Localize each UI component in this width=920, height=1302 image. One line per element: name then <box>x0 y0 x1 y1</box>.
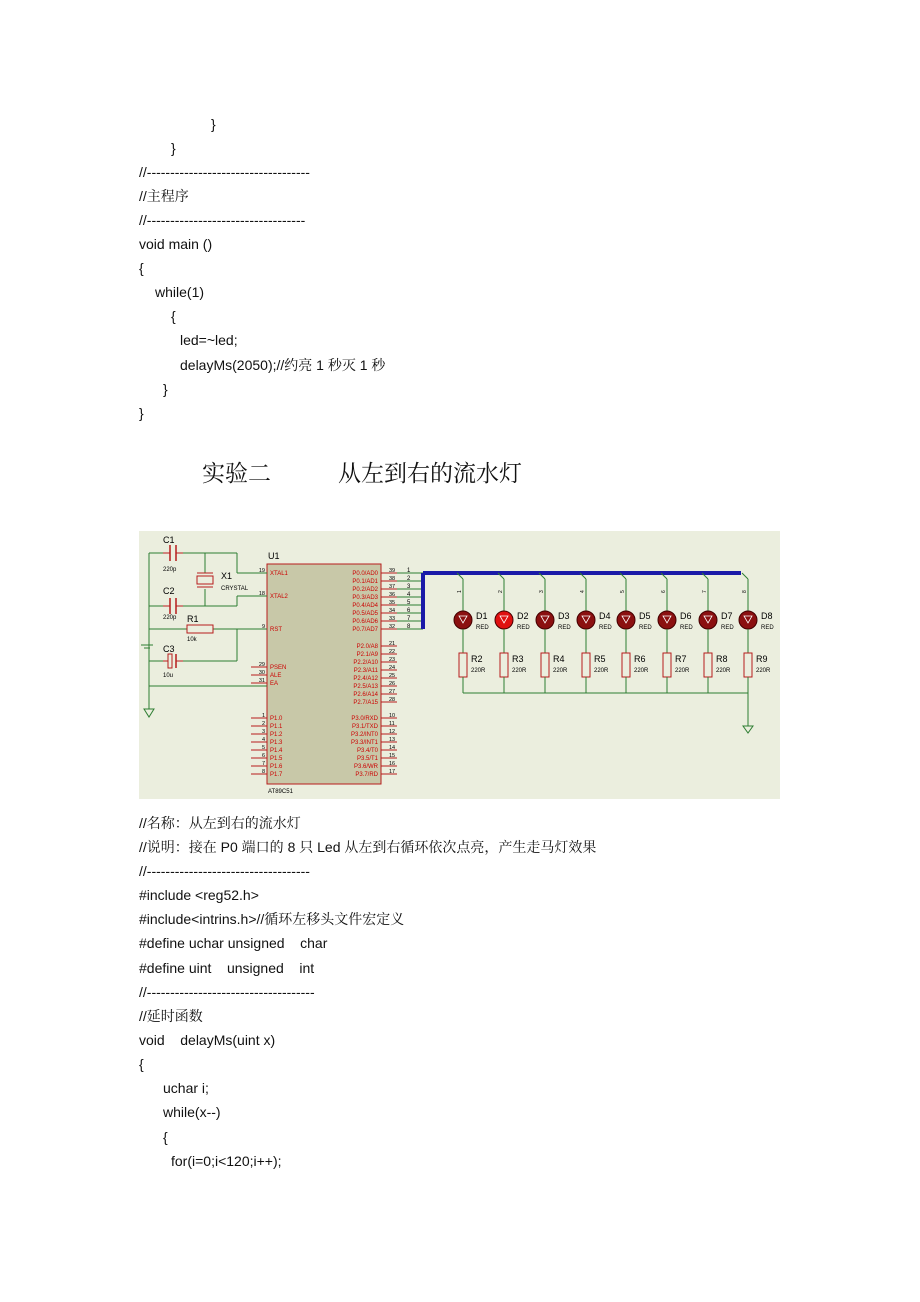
pin-name: P1.1 <box>270 724 283 730</box>
bus-label: 8 <box>407 624 411 630</box>
code-line: #define uint unsigned int <box>139 960 315 976</box>
wire-label: 6 <box>661 590 667 593</box>
pin-number: 27 <box>389 689 396 695</box>
pin-name: P1.7 <box>270 772 283 778</box>
led-type: RED <box>517 625 530 631</box>
pin-name: P0.3/AD3 <box>352 595 378 601</box>
bus-label: 4 <box>407 592 411 598</box>
led-type: RED <box>680 625 693 631</box>
pin-number: 10 <box>389 713 396 719</box>
pin-name: P0.7/AD7 <box>352 627 378 633</box>
pin-number: 31 <box>258 678 265 684</box>
code-line: #define uchar unsigned char <box>139 935 328 951</box>
c1-value: 220p <box>163 567 177 573</box>
resistor-value: 220R <box>553 668 568 674</box>
resistor-label: R2 <box>471 654 483 664</box>
pin-number: 19 <box>258 568 265 574</box>
pin-number: 14 <box>389 745 396 751</box>
code-line: for(i=0;i<120;i++); <box>171 1153 282 1169</box>
code-line: { <box>139 1056 144 1072</box>
pin-name: P1.0 <box>270 716 283 722</box>
code-line: //延时函数 <box>139 1008 203 1024</box>
pin-number: 5 <box>261 745 265 751</box>
pin-name: P0.6/AD6 <box>352 619 378 625</box>
pin-name: P3.7/RD <box>355 772 378 778</box>
c2-label: C2 <box>163 586 175 596</box>
code-line: //主程序 <box>139 188 189 204</box>
pin-name: P3.3/INT1 <box>350 740 378 746</box>
code-line: } <box>211 116 216 132</box>
led-body <box>617 611 635 629</box>
bus-label: 2 <box>407 576 411 582</box>
pin-name: P2.1/A9 <box>356 652 378 658</box>
code-line: uchar i; <box>163 1080 209 1096</box>
code-line: delayMs(2050);//约亮 1 秒灭 1 秒 <box>180 357 386 373</box>
pin-number: 25 <box>389 673 396 679</box>
pin-number: 18 <box>258 591 265 597</box>
pin-number: 35 <box>389 600 396 606</box>
pin-name: P0.5/AD5 <box>352 611 378 617</box>
c3-value: 10u <box>163 673 174 679</box>
pin-number: 32 <box>389 624 396 630</box>
pin-number: 37 <box>389 584 396 590</box>
pin-number: 28 <box>389 697 396 703</box>
pin-name: P3.6/WR <box>353 764 378 770</box>
code-line: //名称：从左到右的流水灯 <box>139 815 301 831</box>
code-line: } <box>163 381 168 397</box>
wire-label: 5 <box>620 590 626 593</box>
led-body <box>536 611 554 629</box>
wire-label: 4 <box>580 590 586 593</box>
pin-number: 38 <box>389 576 396 582</box>
led-body <box>739 611 757 629</box>
pin-number: 6 <box>261 753 265 759</box>
pin-name: P3.5/T1 <box>356 756 378 762</box>
resistor-label: R3 <box>512 654 524 664</box>
led-type: RED <box>761 625 774 631</box>
code-line: } <box>171 140 176 156</box>
pin-name: XTAL1 <box>270 571 288 577</box>
code-line: //------------------------------------ <box>139 984 315 1000</box>
wire-label: 3 <box>539 590 545 593</box>
pin-number: 22 <box>389 649 396 655</box>
pin-number: 26 <box>389 681 396 687</box>
circuit-schematic <box>139 531 780 799</box>
c3-label: C3 <box>163 644 175 654</box>
pin-name: ALE <box>270 673 282 679</box>
led-type: RED <box>599 625 612 631</box>
pin-number: 13 <box>389 737 396 743</box>
pin-name: P2.0/A8 <box>356 644 378 650</box>
code-line: { <box>171 308 176 324</box>
pin-name: XTAL2 <box>270 594 288 600</box>
resistor-value: 220R <box>675 668 690 674</box>
resistor-label: R6 <box>634 654 646 664</box>
resistor-label: R5 <box>594 654 606 664</box>
pin-number: 23 <box>389 657 396 663</box>
resistor-label: R4 <box>553 654 565 664</box>
pin-name: EA <box>270 681 279 687</box>
pin-number: 16 <box>389 761 396 767</box>
led-label: D2 <box>517 611 529 621</box>
bus-label: 7 <box>407 616 411 622</box>
resistor-value: 220R <box>756 668 771 674</box>
led-label: D1 <box>476 611 488 621</box>
pin-number: 11 <box>389 721 395 727</box>
pin-name: PSEN <box>270 665 287 671</box>
led-body <box>495 611 513 629</box>
pin-number: 21 <box>389 641 396 647</box>
wire-label: 8 <box>742 590 748 593</box>
pin-number: 12 <box>389 729 396 735</box>
led-type: RED <box>476 625 489 631</box>
resistor-value: 220R <box>716 668 731 674</box>
pin-number: 7 <box>261 761 265 767</box>
pin-name: P2.6/A14 <box>353 692 378 698</box>
pin-name: P3.2/INT0 <box>350 732 378 738</box>
code-line: //---------------------------------- <box>139 212 306 228</box>
resistor-value: 220R <box>471 668 486 674</box>
resistor-label: R9 <box>756 654 768 664</box>
pin-name: P1.5 <box>270 756 283 762</box>
pin-name: P2.7/A15 <box>353 700 378 706</box>
pin-number: 9 <box>261 624 265 630</box>
led-label: D5 <box>639 611 651 621</box>
led-type: RED <box>558 625 571 631</box>
led-label: D4 <box>599 611 611 621</box>
code-line: led=~led; <box>180 332 238 348</box>
wire-label: 1 <box>457 590 463 593</box>
resistor-label: R7 <box>675 654 687 664</box>
led-body <box>454 611 472 629</box>
c2-value: 220p <box>163 615 177 621</box>
code-line: void main () <box>139 236 213 252</box>
led-label: D6 <box>680 611 692 621</box>
pin-number: 1 <box>261 713 265 719</box>
pin-number: 24 <box>389 665 396 671</box>
pin-name: P1.6 <box>270 764 283 770</box>
pin-name: P2.5/A13 <box>353 684 378 690</box>
pin-number: 2 <box>261 721 265 727</box>
led-label: D3 <box>558 611 570 621</box>
r1-label: R1 <box>187 614 199 624</box>
code-line: //说明：接在 P0 端口的 8 只 Led 从左到右循环依次点亮，产生走马灯效果 <box>139 839 597 855</box>
bus-label: 6 <box>407 608 411 614</box>
pin-name: P0.2/AD2 <box>352 587 378 593</box>
led-label: D7 <box>721 611 733 621</box>
resistor-value: 220R <box>512 668 527 674</box>
mcu-part-label: AT89C51 <box>268 789 293 795</box>
led-label: D8 <box>761 611 773 621</box>
bus-label: 3 <box>407 584 411 590</box>
pin-number: 33 <box>389 616 396 622</box>
code-line: #include <reg52.h> <box>139 887 259 903</box>
pin-number: 30 <box>258 670 265 676</box>
led-body <box>699 611 717 629</box>
pin-name: P1.4 <box>270 748 283 754</box>
pin-name: RST <box>270 627 282 633</box>
pin-name: P3.0/RXD <box>351 716 378 722</box>
pin-name: P1.2 <box>270 732 283 738</box>
led-body <box>658 611 676 629</box>
pin-name: P1.3 <box>270 740 283 746</box>
code-line: void delayMs(uint x) <box>139 1032 276 1048</box>
section-number: 实验二 <box>202 460 271 486</box>
pin-name: P0.0/AD0 <box>352 571 378 577</box>
bus-label: 1 <box>407 568 411 574</box>
led-type: RED <box>639 625 652 631</box>
pin-number: 17 <box>389 769 396 775</box>
pin-number: 8 <box>261 769 265 775</box>
pin-number: 4 <box>261 737 265 743</box>
section-title: 从左到右的流水灯 <box>338 460 522 486</box>
mcu-ref-label: U1 <box>268 551 280 561</box>
bus-label: 5 <box>407 600 411 606</box>
pin-name: P3.1/TXD <box>351 724 378 730</box>
pin-number: 39 <box>389 568 396 574</box>
code-line: while(x--) <box>163 1104 221 1120</box>
pin-name: P0.4/AD4 <box>352 603 378 609</box>
code-line: #include<intrins.h>//循环左移头文件宏定义 <box>139 911 405 927</box>
pin-name: P2.3/A11 <box>353 668 378 674</box>
code-line: } <box>139 405 144 421</box>
pin-number: 29 <box>258 662 265 668</box>
pin-name: P3.4/T0 <box>356 748 378 754</box>
code-line: { <box>139 260 144 276</box>
pin-number: 3 <box>261 729 265 735</box>
x1-value: CRYSTAL <box>221 586 249 592</box>
pin-number: 34 <box>389 608 396 614</box>
pin-name: P0.1/AD1 <box>352 579 378 585</box>
resistor-value: 220R <box>634 668 649 674</box>
code-line: while(1) <box>155 284 205 300</box>
pin-name: P2.4/A12 <box>353 676 378 682</box>
wire-label: 7 <box>702 590 708 593</box>
wire-label: 2 <box>498 590 504 593</box>
c1-label: C1 <box>163 535 175 545</box>
code-line: { <box>163 1129 168 1145</box>
code-line: //----------------------------------- <box>139 863 310 879</box>
resistor-value: 220R <box>594 668 609 674</box>
pin-number: 36 <box>389 592 396 598</box>
r1-value: 10k <box>187 637 197 643</box>
resistor-label: R8 <box>716 654 728 664</box>
code-line: //----------------------------------- <box>139 164 310 180</box>
led-body <box>577 611 595 629</box>
led-type: RED <box>721 625 734 631</box>
pin-number: 15 <box>389 753 396 759</box>
pin-name: P2.2/A10 <box>353 660 378 666</box>
x1-label: X1 <box>221 571 233 581</box>
